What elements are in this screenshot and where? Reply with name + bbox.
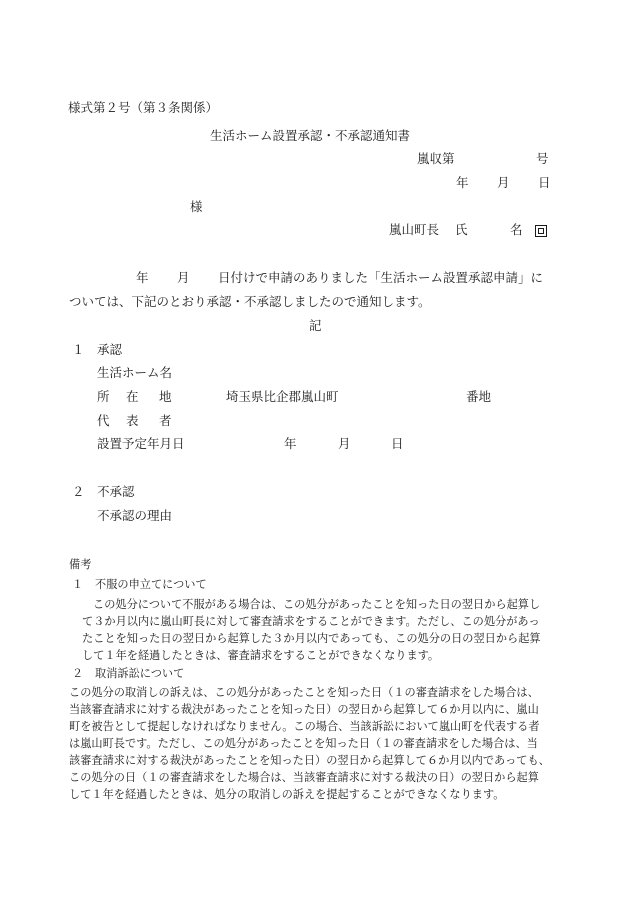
form-number: 様式第２号（第３条関係） [68, 100, 219, 115]
location-prefix: 埼玉県比企郡嵐山町 [226, 389, 339, 404]
note1-line: して１年を経過したときは、審査請求をすることができなくなります。 [82, 649, 440, 662]
intro-line1: 日付けで申請のありました「生活ホーム設置承認申請」に [218, 270, 544, 285]
note2-line: この処分の日（１の審査請求をした場合は、当該審査請求に対する裁決の日）の翌日から起算 [69, 771, 539, 784]
planned-date-label: 設置予定年月日 [97, 436, 185, 451]
planned-date-year: 年 [284, 436, 297, 451]
ki-heading: 記 [309, 318, 322, 333]
note2-line: 該審査請求に対する裁決があったことを知った日）の翌日から起算して６か月以内であっても、 [69, 754, 550, 767]
location-label-2: 在 [126, 389, 139, 404]
representative-label-2: 表 [126, 413, 139, 428]
date-year: 年 [456, 175, 469, 190]
note1-number: １ [72, 578, 84, 591]
intro-month: 月 [177, 270, 190, 285]
home-name-label: 生活ホーム名 [97, 365, 173, 380]
location-label-3: 地 [159, 389, 172, 404]
document-title: 生活ホーム設置承認・不承認通知書 [210, 128, 411, 143]
date-month: 月 [497, 175, 510, 190]
seal-mark-icon [535, 224, 547, 240]
section2-label: 不承認 [97, 484, 135, 499]
section1-label: 承認 [97, 342, 123, 357]
note1-line: この処分について不服がある場合は、この処分があったことを知った日の翌日から起算し [93, 598, 541, 611]
note1-line: たことを知った日の翌日から起算した３か月以内であっても、この処分の日の翌日から起算 [82, 632, 541, 645]
issuer-title: 嵐山町長 [389, 222, 440, 237]
location-suffix: 番地 [466, 389, 492, 404]
section1-number: １ [72, 342, 85, 357]
section2-number: ２ [72, 484, 85, 499]
intro-line2: ついては、下記のとおり承認・不承認しましたので通知します。 [69, 294, 431, 309]
note1-line: て３か月以内に嵐山町長に対して審査請求をすることができます。ただし、この処分があっ [82, 615, 540, 628]
addressee-suffix: 様 [190, 199, 203, 214]
reference-prefix: 嵐収第 [417, 151, 455, 166]
note2-number: ２ [72, 667, 84, 680]
issuer-shi: 氏 [455, 222, 468, 237]
intro-year: 年 [136, 270, 149, 285]
note1-title: 不服の申立てについて [95, 578, 207, 591]
rejection-reason-label: 不承認の理由 [97, 508, 173, 523]
reference-suffix: 号 [536, 151, 549, 166]
planned-date-day: 日 [391, 436, 404, 451]
planned-date-month: 月 [338, 436, 351, 451]
note2-title: 取消訴訟について [95, 667, 185, 680]
date-day: 日 [538, 175, 551, 190]
representative-label-3: 者 [159, 413, 172, 428]
note2-line: 町を被告として提起しなければなりません。この場合、当該訴訟において嵐山町を代表する者 [69, 720, 540, 733]
representative-label-1: 代 [97, 413, 110, 428]
location-label-1: 所 [97, 389, 110, 404]
issuer-mei: 名 [510, 222, 523, 237]
note2-line: この処分の取消しの訴えは、この処分があったことを知った日（１の審査請求をした場合は、 [69, 686, 539, 699]
note2-line: 当該審査請求に対する裁決があったことを知った日）の翌日から起算して６か月以内に、嵐山 [69, 703, 539, 716]
notes-heading: 備考 [69, 558, 92, 571]
note2-line: して１年を経過したときは、処分の取消しの訴えを提起することができなくなります。 [69, 788, 505, 801]
note2-line: は嵐山町長です。ただし、この処分があったことを知った日（１の審査請求をした場合は、当 [69, 737, 538, 750]
